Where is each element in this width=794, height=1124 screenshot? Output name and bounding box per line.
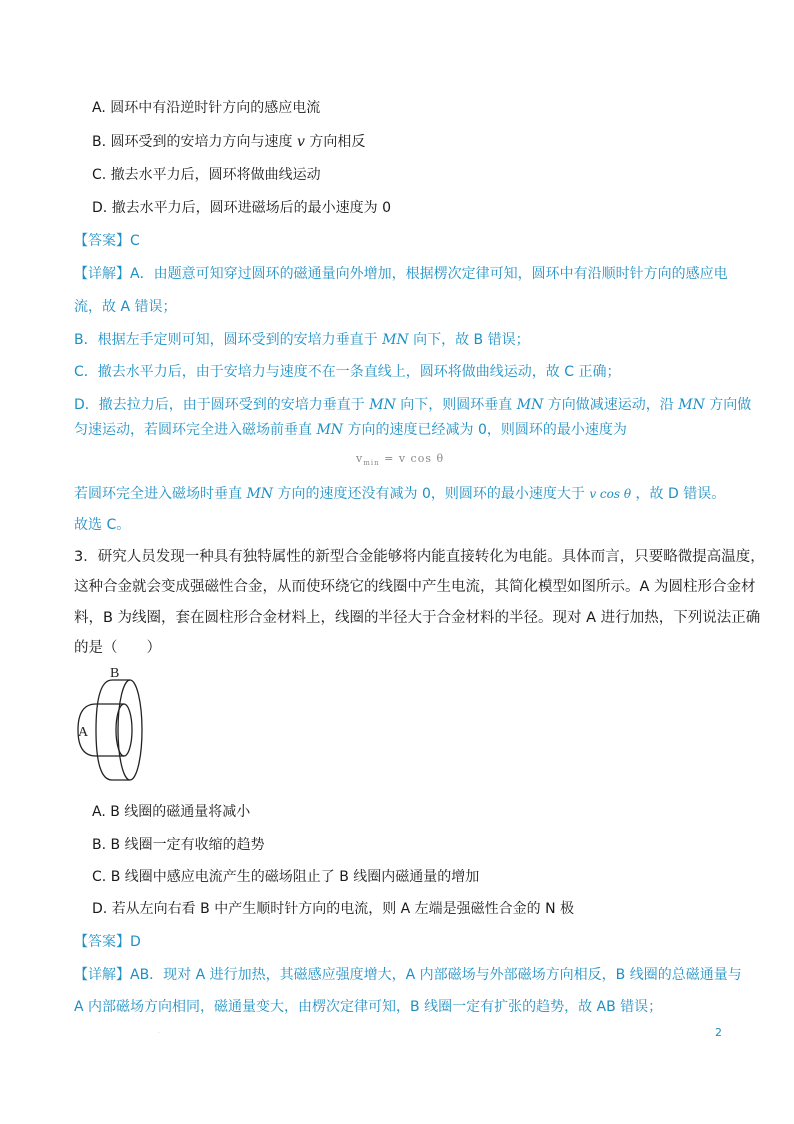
stem-text: 这种合金就会变成强磁性合金，从而使环绕它的线圈中产生电流，其简化模型如图所示。A 为圆柱形合金材: [74, 579, 756, 595]
answer-value: D: [130, 934, 141, 950]
coil-b-right-ellipse: [118, 680, 142, 780]
detail-text: 若圆环完全进入磁场时垂直: [74, 486, 242, 502]
figure-label-b: B: [110, 666, 120, 681]
figure-label-a: A: [78, 725, 89, 740]
q2-detail-a-line2: [74, 297, 176, 317]
q2-detail-b: [74, 330, 530, 350]
detail-tag: 【详解】: [74, 967, 130, 983]
option-label: C.: [92, 869, 107, 885]
q3-option-d: [92, 899, 574, 919]
math-variable: MN: [678, 397, 705, 413]
option-label: A.: [92, 804, 106, 820]
option-label: D.: [92, 200, 108, 216]
detail-text: D．撤去拉力后，由于圆环受到的安培力垂直于: [74, 397, 365, 413]
answer-tag: 【答案】: [74, 233, 130, 249]
option-text: 撤去水平力后，圆环将做曲线运动: [110, 167, 321, 183]
option-text: 若从左向右看 B 中产生顺时针方向的电流，则 A 左端是强磁性合金的 N 极: [111, 901, 575, 917]
q2-option-b: [92, 132, 365, 152]
math-expression: v cos θ: [589, 487, 632, 501]
detail-text: AB．现对 A 进行加热，其磁感应强度增大，A 内部磁场与外部磁场方向相反，B 线圈的总磁通量与: [130, 967, 742, 983]
option-text: 方向相反: [309, 134, 366, 150]
detail-text: B．根据左手定则可知，圆环受到的安培力垂直于: [74, 332, 378, 348]
equation-subscript: min: [363, 459, 380, 468]
option-label: A.: [92, 100, 106, 116]
detail-tag: 【详解】: [74, 266, 130, 282]
option-text: B 线圈一定有收缩的趋势: [110, 837, 265, 853]
q2-detail-a-line1: [74, 264, 728, 284]
q3-option-c: [92, 867, 479, 887]
min-speed-equation: [356, 452, 444, 467]
page-number: 2: [715, 1026, 722, 1039]
coil-b-left-arc: [96, 680, 112, 780]
math-variable: MN: [246, 486, 274, 502]
detail-text: 方向做减速运动，沿: [547, 397, 674, 413]
detail-text: 方向的速度已经减为 0，则圆环的最小速度为: [347, 422, 627, 438]
coil-cylinder-figure: [72, 666, 172, 796]
footer-mark: ·: [158, 1030, 160, 1037]
detail-text: 匀速运动，若圆环完全进入磁场前垂直: [74, 422, 312, 438]
math-variable: v: [296, 134, 305, 150]
math-variable: MN: [382, 332, 409, 348]
q3-answer: [74, 932, 141, 952]
detail-text: 向下，故 B 错误；: [413, 332, 530, 348]
answer-tag: 【答案】: [74, 934, 130, 950]
option-label: C.: [92, 167, 107, 183]
q3-detail-ab-line1: [74, 965, 742, 985]
option-text: 撤去水平力后，圆环进磁场后的最小速度为 0: [111, 200, 392, 216]
stem-text: 的是（ ）: [74, 640, 161, 656]
math-variable: MN: [369, 397, 396, 413]
q2-conclusion: [74, 515, 130, 535]
equation-rhs: = v cos θ: [384, 452, 445, 465]
option-text: 圆环中有沿逆时针方向的感应电流: [110, 100, 321, 116]
q2-option-d: [92, 198, 391, 218]
stem-text: 3．研究人员发现一种具有独特属性的新型合金能够将内能直接转化为电能。具体而言，只要略微提高温度，: [74, 549, 765, 565]
detail-text: 向下，则圆环垂直: [400, 397, 513, 413]
detail-text: C．撤去水平力后，由于安培力与速度不在一条直线上，圆环将做曲线运动，故 C 正确；: [74, 364, 621, 380]
stem-text: 料，B 为线圈，套在圆柱形合金材料上，线圈的半径大于合金材料的半径。现对 A 进行加热，下列说法正确: [74, 610, 761, 626]
q2-detail-d-line2: [74, 420, 627, 440]
math-variable: MN: [316, 422, 344, 438]
option-text: B 线圈的磁通量将减小: [110, 804, 251, 820]
detail-text: A 内部磁场方向相同，磁通量变大，由楞次定律可知，B 线圈一定有扩张的趋势，故 AB 错误；: [74, 999, 663, 1015]
q3-option-b: [92, 835, 265, 855]
option-text: 圆环受到的安培力方向与速度: [110, 134, 293, 150]
math-variable: MN: [516, 397, 544, 413]
detail-text: ，故 D 错误。: [635, 486, 726, 502]
q2-option-c: [92, 165, 321, 185]
conclusion-text: 故选 C。: [74, 517, 131, 533]
q3-stem-line2: [74, 577, 756, 597]
q3-stem-line4: [74, 638, 161, 658]
q2-answer: [74, 231, 140, 251]
option-label: B.: [92, 837, 107, 853]
option-text: B 线圈中感应电流产生的磁场阻止了 B 线圈内磁通量的增加: [110, 869, 480, 885]
answer-value: C: [130, 233, 140, 249]
q2-detail-d-line3: [74, 484, 725, 504]
q2-detail-d-line1: [74, 395, 751, 415]
q2-detail-c: [74, 362, 620, 382]
q3-stem-line3: [74, 608, 760, 628]
q2-option-a: [92, 98, 320, 118]
detail-text: 方向的速度还没有减为 0，则圆环的最小速度大于: [277, 486, 585, 502]
option-label: D.: [92, 901, 108, 917]
q3-stem-line1: [74, 547, 765, 567]
detail-text: 流，故 A 错误；: [74, 299, 177, 315]
equation-lhs: v: [356, 452, 364, 465]
q3-detail-ab-line2: [74, 997, 662, 1017]
q3-option-a: [92, 802, 250, 822]
detail-text: 方向做: [709, 397, 752, 413]
detail-text: A．由题意可知穿过圆环的磁通量向外增加，根据楞次定律可知，圆环中有沿顺时针方向的感应电: [130, 266, 728, 282]
option-label: B.: [92, 134, 107, 150]
